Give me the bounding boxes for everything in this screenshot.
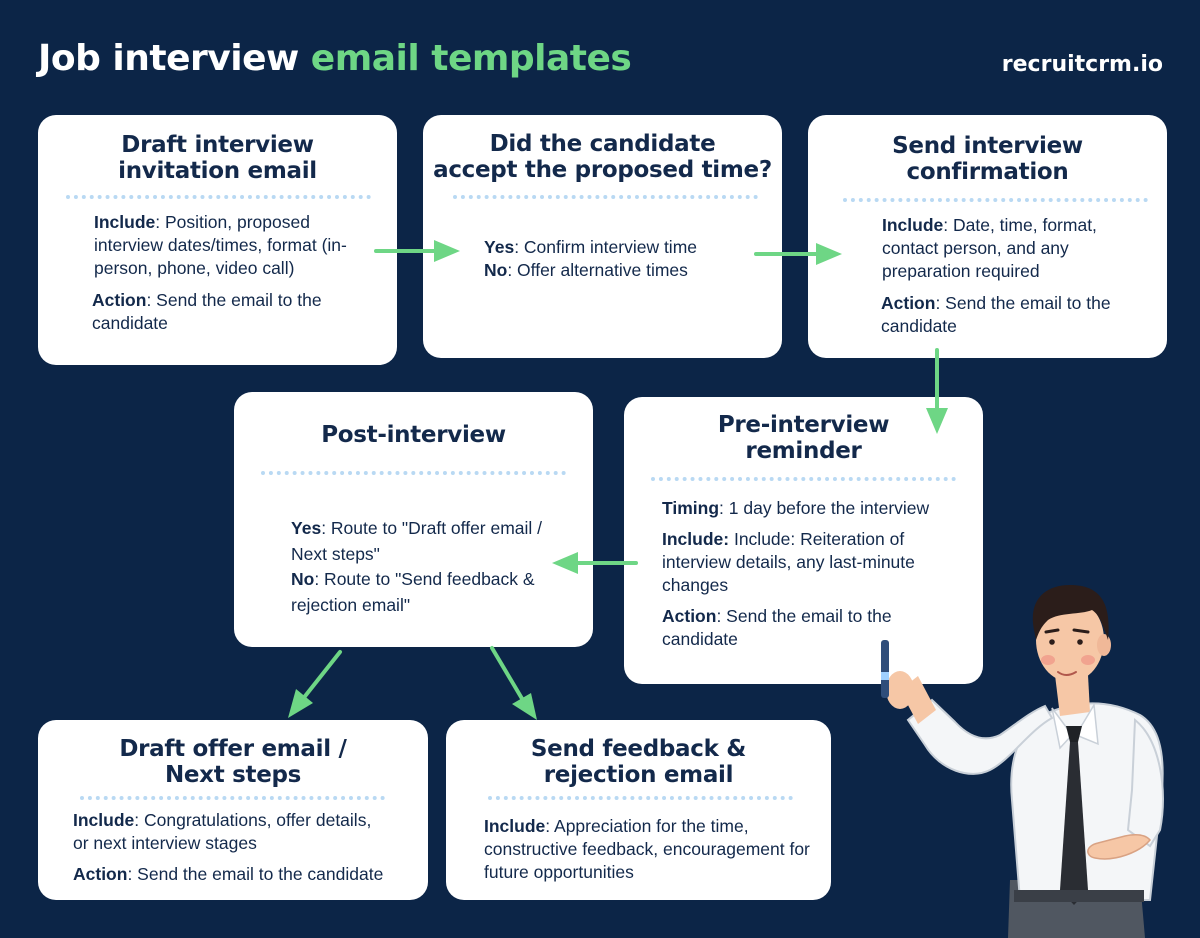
include-label: Include: [662,529,730,549]
card-title: Draft interview invitation email [118,132,317,184]
no-text: : Offer alternative times [507,260,688,280]
action-label: Action [73,864,128,884]
card-title: Send feedback & rejection email [530,736,747,788]
timing-text: : 1 day before the interview [719,498,930,518]
action-text: : Send the email to the candidate [127,864,384,884]
yes-label: Yes [484,237,515,257]
no-text: : Route to "Send feedback & rejection email" [291,569,535,615]
timing-label: Timing [662,498,720,518]
card-title: Did the candidate accept the proposed time? [433,131,772,183]
action-label: Action [881,293,936,313]
action-text: : Send the email to the candidate [881,293,1111,336]
yes-label: Yes [291,518,322,538]
action-label: Action [92,290,147,310]
action-text: : Send the email to the candidate [92,290,322,333]
brand-logo-text: recruitcrm.io [1001,52,1163,77]
card-title: Pre-interview reminder [717,412,890,464]
include-text: Include: Reiteration of interview details, any last-minute changes [662,529,915,595]
include-text: : Appreciation for the time, constructive feedback, encouragement for future opportunities [484,816,810,882]
title-main: Job interview [38,38,311,79]
no-label: No [291,569,315,589]
include-label: Include [94,212,156,232]
yes-text: : Route to "Draft offer email / Next steps" [291,518,543,564]
card-title: Post-interview [321,422,506,448]
include-label: Include [882,215,944,235]
include-text: : Congratulations, offer details, or next interview stages [73,810,372,853]
include-text: : Position, proposed interview dates/times, format (in-person, phone, video call) [94,212,347,278]
title-accent: email templates [310,38,632,79]
action-label: Action [662,606,717,626]
action-text: : Send the email to the candidate [662,606,892,649]
include-label: Include [484,816,546,836]
include-text: : Date, time, format, contact person, and any preparation required [882,215,1097,281]
card-title: Draft offer email / Next steps [119,736,347,788]
yes-text: : Confirm interview time [514,237,698,257]
include-label: Include [73,810,135,830]
no-label: No [484,260,508,280]
card-title: Send interview confirmation [892,133,1083,185]
